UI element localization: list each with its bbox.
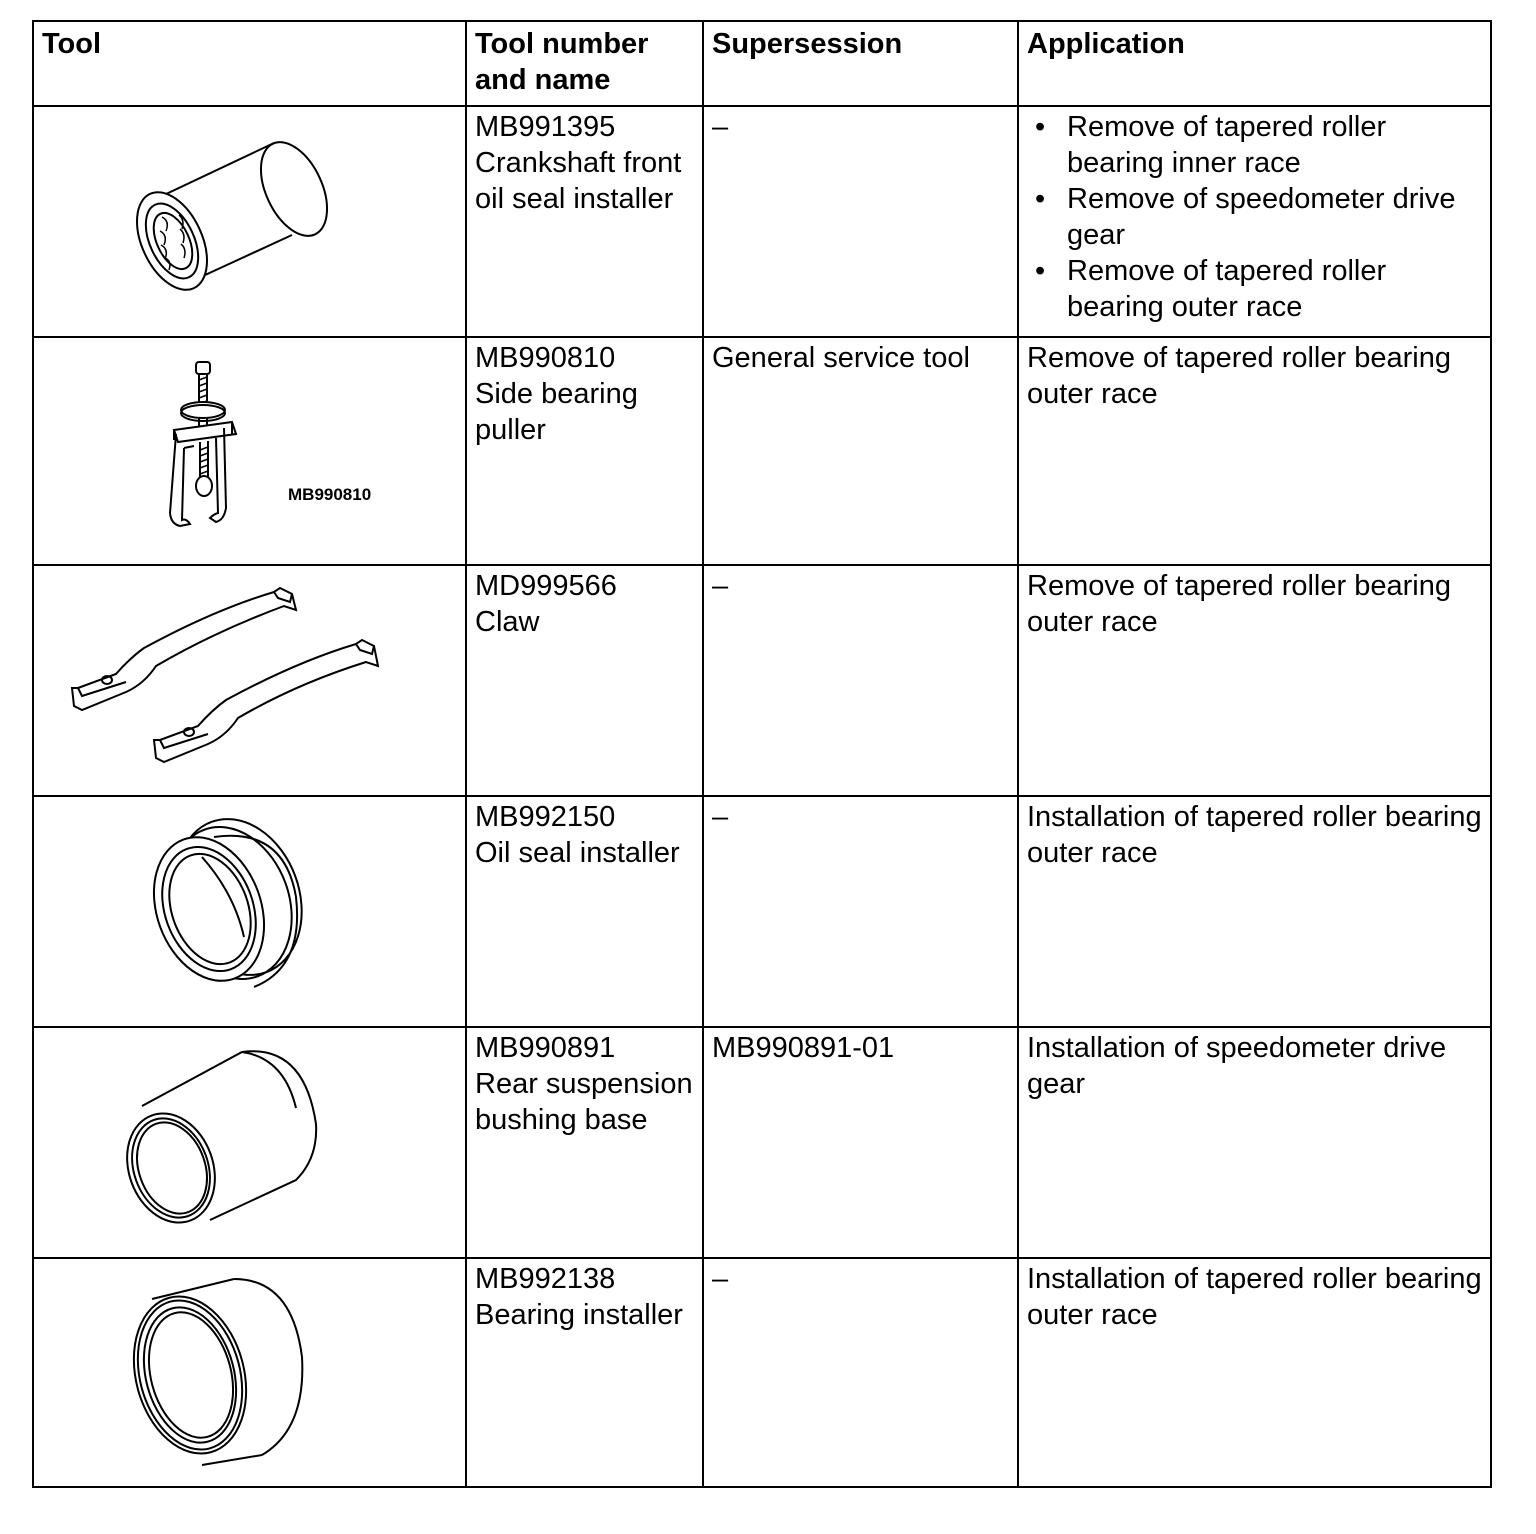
application-cell xyxy=(1018,337,1491,565)
tool-figure-cell xyxy=(33,796,466,1027)
application-cell xyxy=(1018,1258,1491,1487)
tool-name: Crankshaft front oil seal installer xyxy=(475,147,682,215)
bushing-base-icon xyxy=(34,1028,467,1256)
application-cell xyxy=(1018,106,1491,337)
supersession-cell xyxy=(703,337,1018,565)
tool-number-cell xyxy=(466,1027,703,1258)
figure-label: MB990810 xyxy=(288,485,372,504)
tool-number: MB992150 xyxy=(475,801,616,833)
tool-number: MB991395 xyxy=(475,111,616,143)
supersession-cell xyxy=(703,1027,1018,1258)
supersession-value: – xyxy=(712,570,729,602)
table-row xyxy=(33,337,1491,565)
table-row xyxy=(33,106,1491,337)
supersession-value: – xyxy=(712,1263,729,1295)
tool-figure-cell xyxy=(33,1027,466,1258)
supersession-cell xyxy=(703,796,1018,1027)
application-item: • Remove of tapered roller bearing outer race xyxy=(1067,253,1482,325)
tool-number: MB992138 xyxy=(475,1263,616,1295)
tool-number-cell xyxy=(466,796,703,1027)
tool-number-cell xyxy=(466,337,703,565)
supersession-cell xyxy=(703,1258,1018,1487)
tool-number: MB990891 xyxy=(475,1032,616,1064)
table-row xyxy=(33,796,1491,1027)
application-value: Installation of tapered roller bearing outer race xyxy=(1027,1263,1482,1331)
header-tool: Tool xyxy=(33,21,466,106)
tool-name: Rear suspension bushing base xyxy=(475,1068,693,1136)
application-value: Installation of speedometer drive gear xyxy=(1027,1032,1447,1100)
application-value: Remove of tapered roller bearing outer race xyxy=(1027,342,1451,410)
supersession-value: – xyxy=(712,801,729,833)
tool-figure-cell xyxy=(33,106,466,337)
tool-number-cell xyxy=(466,565,703,796)
supersession-value: MB990891-01 xyxy=(712,1032,895,1064)
application-item: • Remove of speedometer drive gear xyxy=(1067,181,1482,253)
tool-figure-cell xyxy=(33,1258,466,1487)
application-cell xyxy=(1018,1027,1491,1258)
tool-name: Oil seal installer xyxy=(475,837,680,869)
application-value: Installation of tapered roller bearing outer race xyxy=(1027,801,1482,869)
supersession-value: – xyxy=(712,111,729,143)
header-application: Application xyxy=(1018,21,1491,106)
table-row xyxy=(33,565,1491,796)
supersession-value: General service tool xyxy=(712,342,970,374)
tool-name: Bearing installer xyxy=(475,1299,683,1331)
header-tool-number: Tool number and name xyxy=(466,21,703,106)
tool-figure-cell xyxy=(33,337,466,565)
ring-installer-icon xyxy=(34,797,467,1025)
tool-number: MB990810 xyxy=(475,342,616,374)
tool-name: Claw xyxy=(475,606,540,638)
header-row xyxy=(33,21,1491,106)
application-value: Remove of tapered roller bearing outer race xyxy=(1027,570,1451,638)
tool-figure-cell xyxy=(33,565,466,796)
tool-number-cell xyxy=(466,106,703,337)
table-row xyxy=(33,1258,1491,1487)
bearing-puller-icon xyxy=(34,338,467,566)
application-list xyxy=(1019,107,1490,325)
supersession-cell xyxy=(703,106,1018,337)
tool-name: Side bearing puller xyxy=(475,378,638,446)
tool-number: MD999566 xyxy=(475,570,617,602)
special-tools-table xyxy=(32,20,1492,1488)
application-cell xyxy=(1018,796,1491,1027)
table-row xyxy=(33,1027,1491,1258)
tool-number-cell xyxy=(466,1258,703,1487)
supersession-cell xyxy=(703,565,1018,796)
header-supersession: Supersession xyxy=(703,21,1018,106)
application-item: • Remove of tapered roller bearing inner race xyxy=(1067,109,1482,181)
bearing-installer-icon xyxy=(34,1259,467,1487)
claw-tools-icon xyxy=(34,566,467,794)
cylinder-installer-icon xyxy=(34,107,467,335)
application-cell xyxy=(1018,565,1491,796)
